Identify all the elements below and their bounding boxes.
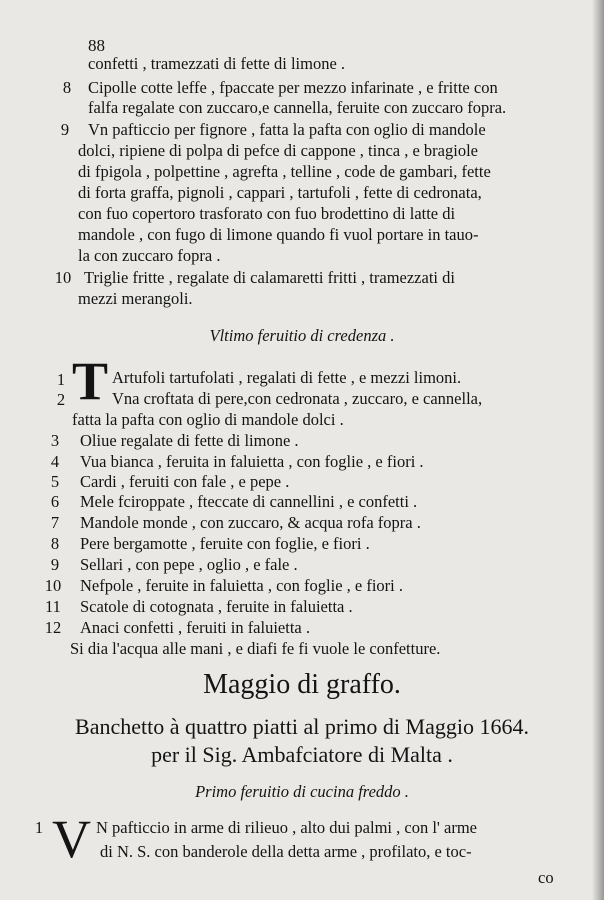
- item-line: Artufoli tartufolati , regalati di fette , e mezzi limoni.: [112, 368, 462, 387]
- section-heading: Maggio di graffo.: [203, 669, 401, 700]
- item-line: Mandole monde , con zuccaro, & acqua rofa fopra .: [80, 513, 421, 532]
- item-number: 3: [50, 431, 60, 450]
- item-line: Vn pafticcio per fignore , fatta la pafta con oglio di mandole: [88, 120, 486, 139]
- banquet-title-line: Banchetto à quattro piatti al primo di Maggio 1664.: [75, 714, 529, 739]
- item-line: Vna croftata di pere,con cedronata , zuccaro, e cannella,: [112, 389, 483, 408]
- item-number: 8: [50, 534, 60, 553]
- item-number: 4: [50, 452, 60, 471]
- item-line: Pere bergamotte , feruite con foglie, e fiori .: [80, 534, 370, 553]
- section-title: Primo feruitio di cucina freddo .: [195, 782, 409, 801]
- item-line: Vua bianca , feruita in faluietta , con foglie , e fiori .: [80, 452, 424, 471]
- page-edge-shadow: [592, 0, 604, 900]
- item-number: 6: [50, 492, 60, 511]
- drop-cap: T: [72, 351, 109, 411]
- item-number: 7: [50, 513, 60, 532]
- item-line: falfa regalate con zuccaro,e cannella, feruite con zuccaro fopra.: [88, 98, 507, 117]
- drop-cap: V: [52, 809, 91, 869]
- item-line: Cardi , feruiti con fale , e pepe .: [80, 472, 290, 491]
- item-line: la con zuccaro fopra .: [78, 246, 221, 265]
- item-line: mezzi merangoli.: [78, 289, 193, 308]
- item-line: dolci, ripiene di polpa di pefce di cappone , tinca , e bragiole: [78, 141, 478, 160]
- banquet-title-line: per il Sig. Ambafciatore di Malta .: [151, 742, 453, 767]
- page-number: 88: [88, 36, 105, 55]
- item-line: Sellari , con pepe , oglio , e fale .: [80, 555, 298, 574]
- item-line: Anaci confetti , feruiti in faluietta .: [80, 618, 310, 637]
- item-line: Triglie fritte , regalate di calamaretti fritti , tramezzati di: [84, 268, 455, 287]
- item-line: di N. S. con banderole della detta arme , profilato, e toc-: [100, 842, 472, 861]
- item-number: 11: [45, 597, 61, 616]
- item-line: di forta graffa, pignoli , cappari , tartufoli , fette di cedronata,: [78, 183, 482, 202]
- item-number: 1: [34, 818, 44, 837]
- item-number: 10: [54, 268, 72, 287]
- catchword: co: [538, 868, 554, 887]
- item-line: Mele fciroppate , fteccate di cannellini , e confetti .: [80, 492, 418, 511]
- item-number: 5: [50, 472, 60, 491]
- item-line: mandole , con fugo di limone quando fi vuol portare in tauo-: [78, 225, 479, 244]
- continued-line: confetti , tramezzati di fette di limone .: [88, 54, 346, 73]
- item-line: N pafticcio in arme di rilieuo , alto dui palmi , con l' arme: [96, 818, 477, 837]
- item-number: 2: [56, 390, 66, 409]
- item-line: con fuo copertoro trasforato con fuo brodettino di latte di: [78, 204, 456, 223]
- item-line: Nefpole , feruite in faluietta , con foglie , e fiori .: [80, 576, 403, 595]
- item-number: 9: [60, 120, 70, 139]
- item-line: Scatole di cotognata , feruite in faluietta .: [80, 597, 353, 616]
- item-line: Cipolle cotte leffe , fpaccate per mezzo infarinate , e fritte con: [88, 78, 498, 97]
- item-line: di fpigola , polpettine , agrefta , telline , code de gambari, fette: [78, 162, 491, 181]
- item-number: 1: [56, 370, 66, 389]
- item-number: 12: [44, 618, 62, 637]
- closing-line: Si dia l'acqua alle mani , e diafi fe fi vuole le confetture.: [70, 639, 441, 658]
- item-line: fatta la pafta con oglio di mandole dolci .: [72, 410, 344, 429]
- item-line: Oliue regalate di fette di limone .: [80, 431, 299, 450]
- item-number: 10: [44, 576, 62, 595]
- item-number: 9: [50, 555, 60, 574]
- item-number: 8: [62, 78, 72, 97]
- section-title: Vltimo feruitio di credenza .: [209, 326, 395, 345]
